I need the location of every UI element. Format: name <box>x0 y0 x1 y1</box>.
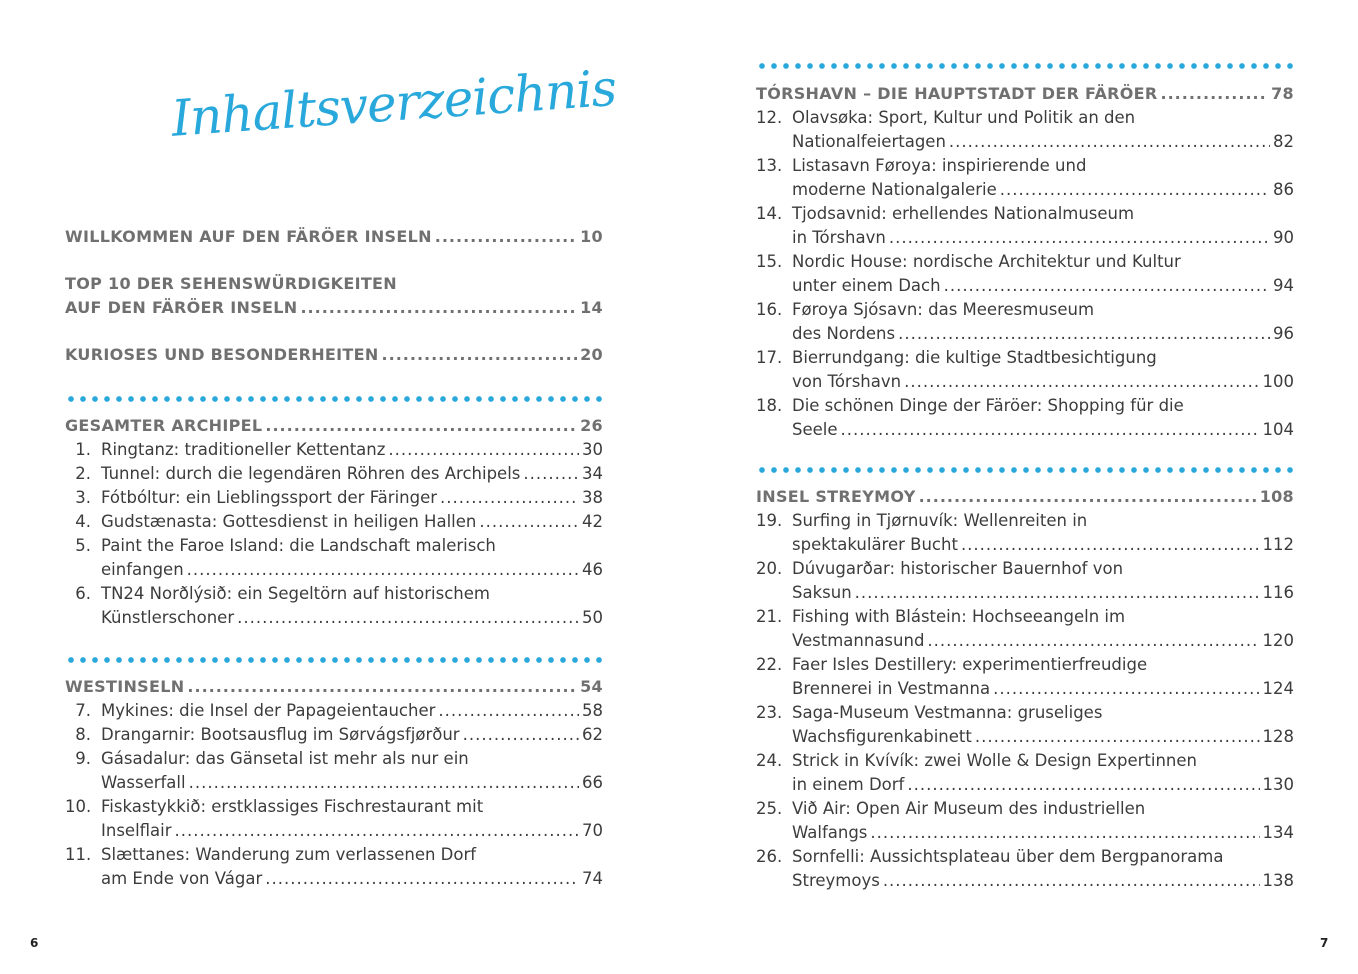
entry-number: 5. <box>75 536 91 555</box>
section-heading-text: TÓRSHAVN – DIE HAUPTSTADT DER FÄRÖER <box>756 84 1158 103</box>
entry-number: 14. <box>756 204 783 223</box>
dot-leader <box>889 226 1270 250</box>
toc-entry-line: Gásadalur: das Gänsetal ist mehr als nur ein <box>101 749 469 768</box>
dot-leader <box>1000 178 1270 202</box>
toc-entry <box>792 773 1294 797</box>
toc-entry-text: in einem Dorf <box>792 775 905 794</box>
toc-entry-text: Seele <box>792 420 838 439</box>
toc-entry-page: 82 <box>1273 132 1294 151</box>
toc-entry <box>792 370 1294 394</box>
intro-heading <box>65 343 603 367</box>
dot-leader <box>440 486 579 510</box>
toc-entry <box>792 821 1294 845</box>
dot-leader <box>949 130 1270 154</box>
entry-number: 26. <box>756 847 783 866</box>
entry-number: 23. <box>756 703 783 722</box>
section-heading <box>756 485 1294 509</box>
toc-entry-line: Surfing in Tjørnuvík: Wellenreiten in <box>792 511 1088 530</box>
intro-heading-text: KURIOSES UND BESONDERHEITEN <box>65 345 379 364</box>
dot-leader <box>904 370 1259 394</box>
section-heading-page: 26 <box>580 416 603 435</box>
toc-entry-line: Bierrundgang: die kultige Stadtbesichtigung <box>792 348 1157 367</box>
toc-entry <box>101 819 603 843</box>
toc-entry <box>792 322 1294 346</box>
entry-number: 22. <box>756 655 783 674</box>
entry-number: 8. <box>75 725 91 744</box>
dot-leader <box>855 581 1260 605</box>
toc-entry-page: 86 <box>1273 180 1294 199</box>
entry-number: 18. <box>756 396 783 415</box>
toc-entry-text: Brennerei in Vestmanna <box>792 679 991 698</box>
toc-entry-line: Nordic House: nordische Architektur und Kultur <box>792 252 1181 271</box>
dot-leader <box>1161 82 1269 106</box>
toc-entry <box>792 677 1294 701</box>
toc-entry-page: 100 <box>1262 372 1294 391</box>
toc-entry-text: einfangen <box>101 560 184 579</box>
toc-entry-page: 34 <box>582 464 603 483</box>
toc-entry-page: 90 <box>1273 228 1294 247</box>
section-heading-page: 54 <box>580 677 603 696</box>
intro-heading-text: WILLKOMMEN AUF DEN FÄRÖER INSELN <box>65 227 432 246</box>
dot-leader <box>438 699 579 723</box>
dot-leader <box>189 771 579 795</box>
toc-entry-page: 58 <box>582 701 603 720</box>
section-heading-page: 78 <box>1271 84 1294 103</box>
right-page-toc <box>756 0 1294 974</box>
page-number-right: 7 <box>1320 936 1329 950</box>
intro-heading <box>65 225 603 249</box>
toc-entry-text: spektakulärer Bucht <box>792 535 958 554</box>
toc-entry-text: Wasserfall <box>101 773 186 792</box>
toc-entry-page: 104 <box>1262 420 1294 439</box>
toc-entry <box>792 533 1294 557</box>
section-heading <box>756 82 1294 106</box>
intro-heading <box>65 296 603 320</box>
entry-number: 24. <box>756 751 783 770</box>
entry-number: 10. <box>65 797 92 816</box>
section-heading-page: 108 <box>1259 487 1294 506</box>
toc-entry-page: 70 <box>582 821 603 840</box>
dot-leader <box>388 438 579 462</box>
toc-entry-text: Künstlerschoner <box>101 608 235 627</box>
toc-entry-line: Fishing with Blástein: Hochseeangeln im <box>792 607 1126 626</box>
intro-heading-line: TOP 10 DER SEHENSWÜRDIGKEITEN <box>65 274 397 293</box>
entry-number: 21. <box>756 607 783 626</box>
dot-leader <box>898 322 1270 346</box>
entry-number: 3. <box>75 488 91 507</box>
toc-entry-text: Walfangs <box>792 823 868 842</box>
toc-entry-page: 66 <box>582 773 603 792</box>
toc-entry-text: Fótbóltur: ein Lieblingssport der Färinger <box>101 488 438 507</box>
toc-entry-text: unter einem Dach <box>792 276 941 295</box>
toc-entry-line: Olavsøka: Sport, Kultur und Politik an den <box>792 108 1136 127</box>
dot-leader <box>907 773 1259 797</box>
intro-heading-page: 10 <box>580 227 603 246</box>
toc-entry-page: 42 <box>582 512 603 531</box>
entry-number: 7. <box>75 701 91 720</box>
toc-entry-text: Tunnel: durch die legendären Röhren des Archipels <box>101 464 521 483</box>
toc-entry-page: 134 <box>1262 823 1294 842</box>
toc-entry <box>792 226 1294 250</box>
entry-number: 9. <box>75 749 91 768</box>
entry-number: 1. <box>75 440 91 459</box>
dot-leader <box>265 867 579 891</box>
toc-entry-page: 138 <box>1262 871 1294 890</box>
toc-entry <box>101 699 603 723</box>
toc-entry <box>792 130 1294 154</box>
left-page-toc <box>65 0 618 974</box>
dot-leader <box>523 462 579 486</box>
toc-entry <box>792 178 1294 202</box>
entry-number: 15. <box>756 252 783 271</box>
section-heading-text: WESTINSELN <box>65 677 185 696</box>
dot-leader <box>975 725 1260 749</box>
entry-number: 11. <box>65 845 92 864</box>
intro-heading-text: AUF DEN FÄRÖER INSELN <box>65 298 298 317</box>
toc-entry <box>101 606 603 630</box>
toc-entry-line: Tjodsavnid: erhellendes Nationalmuseum <box>792 204 1135 223</box>
toc-entry-line: Listasavn Føroya: inspirierende und <box>792 156 1087 175</box>
dot-leader <box>265 414 577 438</box>
toc-entry-text: Ringtanz: traditioneller Kettentanz <box>101 440 386 459</box>
toc-entry-line: Fiskastykkið: erstklassiges Fischrestaurant mit <box>101 797 484 816</box>
toc-entry-page: 96 <box>1273 324 1294 343</box>
toc-entry <box>792 869 1294 893</box>
toc-entry-page: 116 <box>1262 583 1294 602</box>
toc-entry-page: 50 <box>582 608 603 627</box>
toc-entry-text: des Nordens <box>792 324 896 343</box>
toc-entry-text: in Tórshavn <box>792 228 886 247</box>
entry-number: 19. <box>756 511 783 530</box>
toc-entry-page: 30 <box>582 440 603 459</box>
toc-entry-page: 62 <box>582 725 603 744</box>
toc-entry-text: Streymoys <box>792 871 880 890</box>
toc-entry-line: Faer Isles Destillery: experimentierfreudige <box>792 655 1148 674</box>
toc-entry-page: 130 <box>1262 775 1294 794</box>
section-heading <box>65 675 603 699</box>
section-heading <box>65 414 603 438</box>
toc-entry-page: 128 <box>1262 727 1294 746</box>
toc-entry <box>101 510 603 534</box>
toc-entry <box>101 438 603 462</box>
toc-entry-text: Inselflair <box>101 821 172 840</box>
intro-heading-page: 14 <box>580 298 603 317</box>
dot-leader <box>944 274 1270 298</box>
toc-entry-line: Dúvugarðar: historischer Bauernhof von <box>792 559 1124 578</box>
toc-entry-line: Við Air: Open Air Museum des industriellen <box>792 799 1146 818</box>
toc-entry <box>101 867 603 891</box>
entry-number: 6. <box>75 584 91 603</box>
toc-entry-line: Slættanes: Wanderung zum verlassenen Dorf <box>101 845 477 864</box>
dotted-divider <box>756 63 1294 69</box>
toc-entry-line: Paint the Faroe Island: die Landschaft malerisch <box>101 536 496 555</box>
dot-leader <box>382 343 578 367</box>
dot-leader <box>993 677 1259 701</box>
dot-leader <box>237 606 579 630</box>
toc-entry-page: 46 <box>582 560 603 579</box>
toc-entry-text: Gudstænasta: Gottesdienst in heiligen Hallen <box>101 512 477 531</box>
toc-entry-text: Nationalfeiertagen <box>792 132 946 151</box>
dot-leader <box>463 723 579 747</box>
toc-entry-text: von Tórshavn <box>792 372 902 391</box>
entry-number: 2. <box>75 464 91 483</box>
dot-leader <box>479 510 579 534</box>
toc-entry-text: Wachsfigurenkabinett <box>792 727 972 746</box>
toc-entry-line: TN24 Norðlýsið: ein Segeltörn auf historischem <box>101 584 490 603</box>
toc-entry-text: Saksun <box>792 583 852 602</box>
dot-leader <box>300 296 577 320</box>
toc-entry-page: 124 <box>1262 679 1294 698</box>
dot-leader <box>187 558 579 582</box>
section-heading-text: INSEL STREYMOY <box>756 487 916 506</box>
toc-entry-line: Saga-Museum Vestmanna: gruseliges <box>792 703 1103 722</box>
entry-number: 12. <box>756 108 783 127</box>
entry-number: 13. <box>756 156 783 175</box>
toc-entry-page: 38 <box>582 488 603 507</box>
dot-leader <box>841 418 1260 442</box>
dotted-divider <box>65 396 603 402</box>
toc-entry <box>792 581 1294 605</box>
toc-entry <box>792 629 1294 653</box>
toc-entry-line: Strick in Kvívík: zwei Wolle & Design Expertinnen <box>792 751 1197 770</box>
dot-leader <box>435 225 577 249</box>
dot-leader <box>961 533 1260 557</box>
toc-entry-line: Føroya Sjósavn: das Meeresmuseum <box>792 300 1095 319</box>
dot-leader <box>919 485 1257 509</box>
toc-entry-line: Sornfelli: Aussichtsplateau über dem Bergpanorama <box>792 847 1224 866</box>
toc-entry-line: Die schönen Dinge der Färöer: Shopping für die <box>792 396 1184 415</box>
toc-entry-page: 120 <box>1262 631 1294 650</box>
toc-entry <box>101 462 603 486</box>
intro-heading-page: 20 <box>580 345 603 364</box>
dot-leader <box>883 869 1260 893</box>
dot-leader <box>175 819 579 843</box>
toc-entry-text: am Ende von Vágar <box>101 869 263 888</box>
dot-leader <box>927 629 1259 653</box>
entry-number: 25. <box>756 799 783 818</box>
toc-entry-page: 112 <box>1262 535 1294 554</box>
entry-number: 4. <box>75 512 91 531</box>
toc-entry-text: moderne Nationalgalerie <box>792 180 997 199</box>
toc-entry <box>101 558 603 582</box>
toc-entry <box>792 274 1294 298</box>
dotted-divider <box>756 467 1294 473</box>
toc-entry-page: 74 <box>582 869 603 888</box>
toc-entry-text: Vestmannasund <box>792 631 925 650</box>
page-title: Inhaltsverzeichnis <box>169 58 618 148</box>
toc-entry-page: 94 <box>1273 276 1294 295</box>
toc-entry <box>101 723 603 747</box>
dot-leader <box>870 821 1259 845</box>
toc-entry <box>792 418 1294 442</box>
section-heading-text: GESAMTER ARCHIPEL <box>65 416 263 435</box>
toc-entry-text: Drangarnir: Bootsausflug im Sørvágsfjørður <box>101 725 460 744</box>
dot-leader <box>187 675 577 699</box>
entry-number: 20. <box>756 559 783 578</box>
toc-entry <box>101 486 603 510</box>
page-number-left: 6 <box>30 936 39 950</box>
entry-number: 17. <box>756 348 783 367</box>
toc-entry <box>792 725 1294 749</box>
dotted-divider <box>65 657 603 663</box>
toc-entry-text: Mykines: die Insel der Papageientaucher <box>101 701 436 720</box>
entry-number: 16. <box>756 300 783 319</box>
toc-entry <box>101 771 603 795</box>
